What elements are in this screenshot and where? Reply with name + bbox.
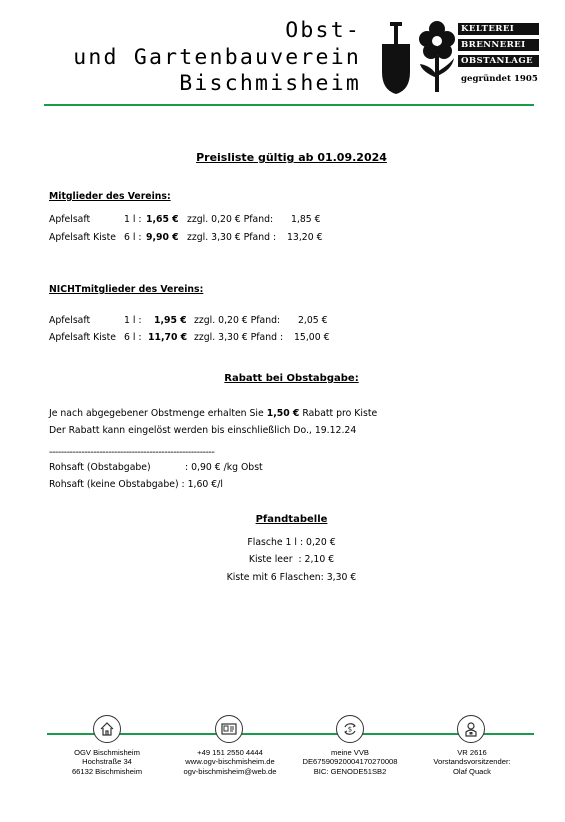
club-logo [380, 20, 460, 96]
members-heading: Mitglieder des Vereins: [49, 191, 171, 202]
raw-juice-value-1: : 0,90 € /kg Obst [185, 462, 263, 473]
footer-registry: VR 2616 Vorstandsvorsitzender: Olaf Quack [433, 748, 511, 776]
logo-tag-obstanlage: OBSTANLAGE [458, 55, 539, 67]
discount-heading: Rabatt bei Obstabgabe: [224, 373, 359, 384]
money-transfer-icon [336, 715, 364, 743]
email-link[interactable]: ogv-bischmisheim@web.de [183, 766, 277, 776]
footer-bank: meine VVB DE67590920004170270008 BIC: GENODE51SB2 [302, 748, 398, 776]
founded-label: gegründet 1905 [461, 74, 538, 84]
title-line-1: Obst- [285, 18, 361, 43]
raw-juice-label-1: Rohsaft (Obstabgabe) [49, 462, 151, 473]
deposit-row: Kiste mit 6 Flaschen: 3,30 € [226, 572, 357, 583]
title-line-2: und Gartenbauverein [73, 45, 361, 70]
footer-address: OGV Bischmisheim Hochstraße 34 66132 Bischmisheim [71, 748, 143, 776]
deposit-row: Kiste leer : 2,10 € [248, 554, 335, 565]
house-icon [93, 715, 121, 743]
id-card-icon [215, 715, 243, 743]
footer-contact: +49 151 2550 4444 www.ogv-bischmisheim.de ogv-bischmisheim@web.de [178, 748, 282, 776]
discount-line-1: Je nach abgegebener Obstmenge erhalten Sie 1,50 € Rabatt pro Kiste [49, 408, 378, 419]
person-badge-icon [457, 715, 485, 743]
title-line-3: Bischmisheim [179, 71, 361, 96]
raw-juice-line-2: Rohsaft (keine Obstabgabe) : 1,60 €/l [49, 479, 223, 490]
logo-tag-kelterei: KELTEREI [458, 23, 539, 35]
logo-tag-brennerei: BRENNEREI [458, 39, 539, 51]
price-list-title: Preisliste gültig ab 01.09.2024 [196, 151, 387, 164]
website-link[interactable]: www.ogv-bischmisheim.de [185, 757, 275, 767]
nonmembers-heading: NICHTmitglieder des Vereins: [49, 284, 204, 295]
deposit-row: Flasche 1 l : 0,20 € [247, 537, 336, 548]
deposit-heading: Pfandtabelle [255, 514, 328, 525]
spade-flower-icon [380, 20, 460, 96]
discount-line-2: Der Rabatt kann eingelöst werden bis einschließlich Do., 19.12.24 [49, 425, 357, 436]
svg-text:$: $ [347, 725, 353, 734]
separator-line: -------------------------------------------------------- [49, 447, 215, 458]
header-divider [44, 104, 534, 106]
